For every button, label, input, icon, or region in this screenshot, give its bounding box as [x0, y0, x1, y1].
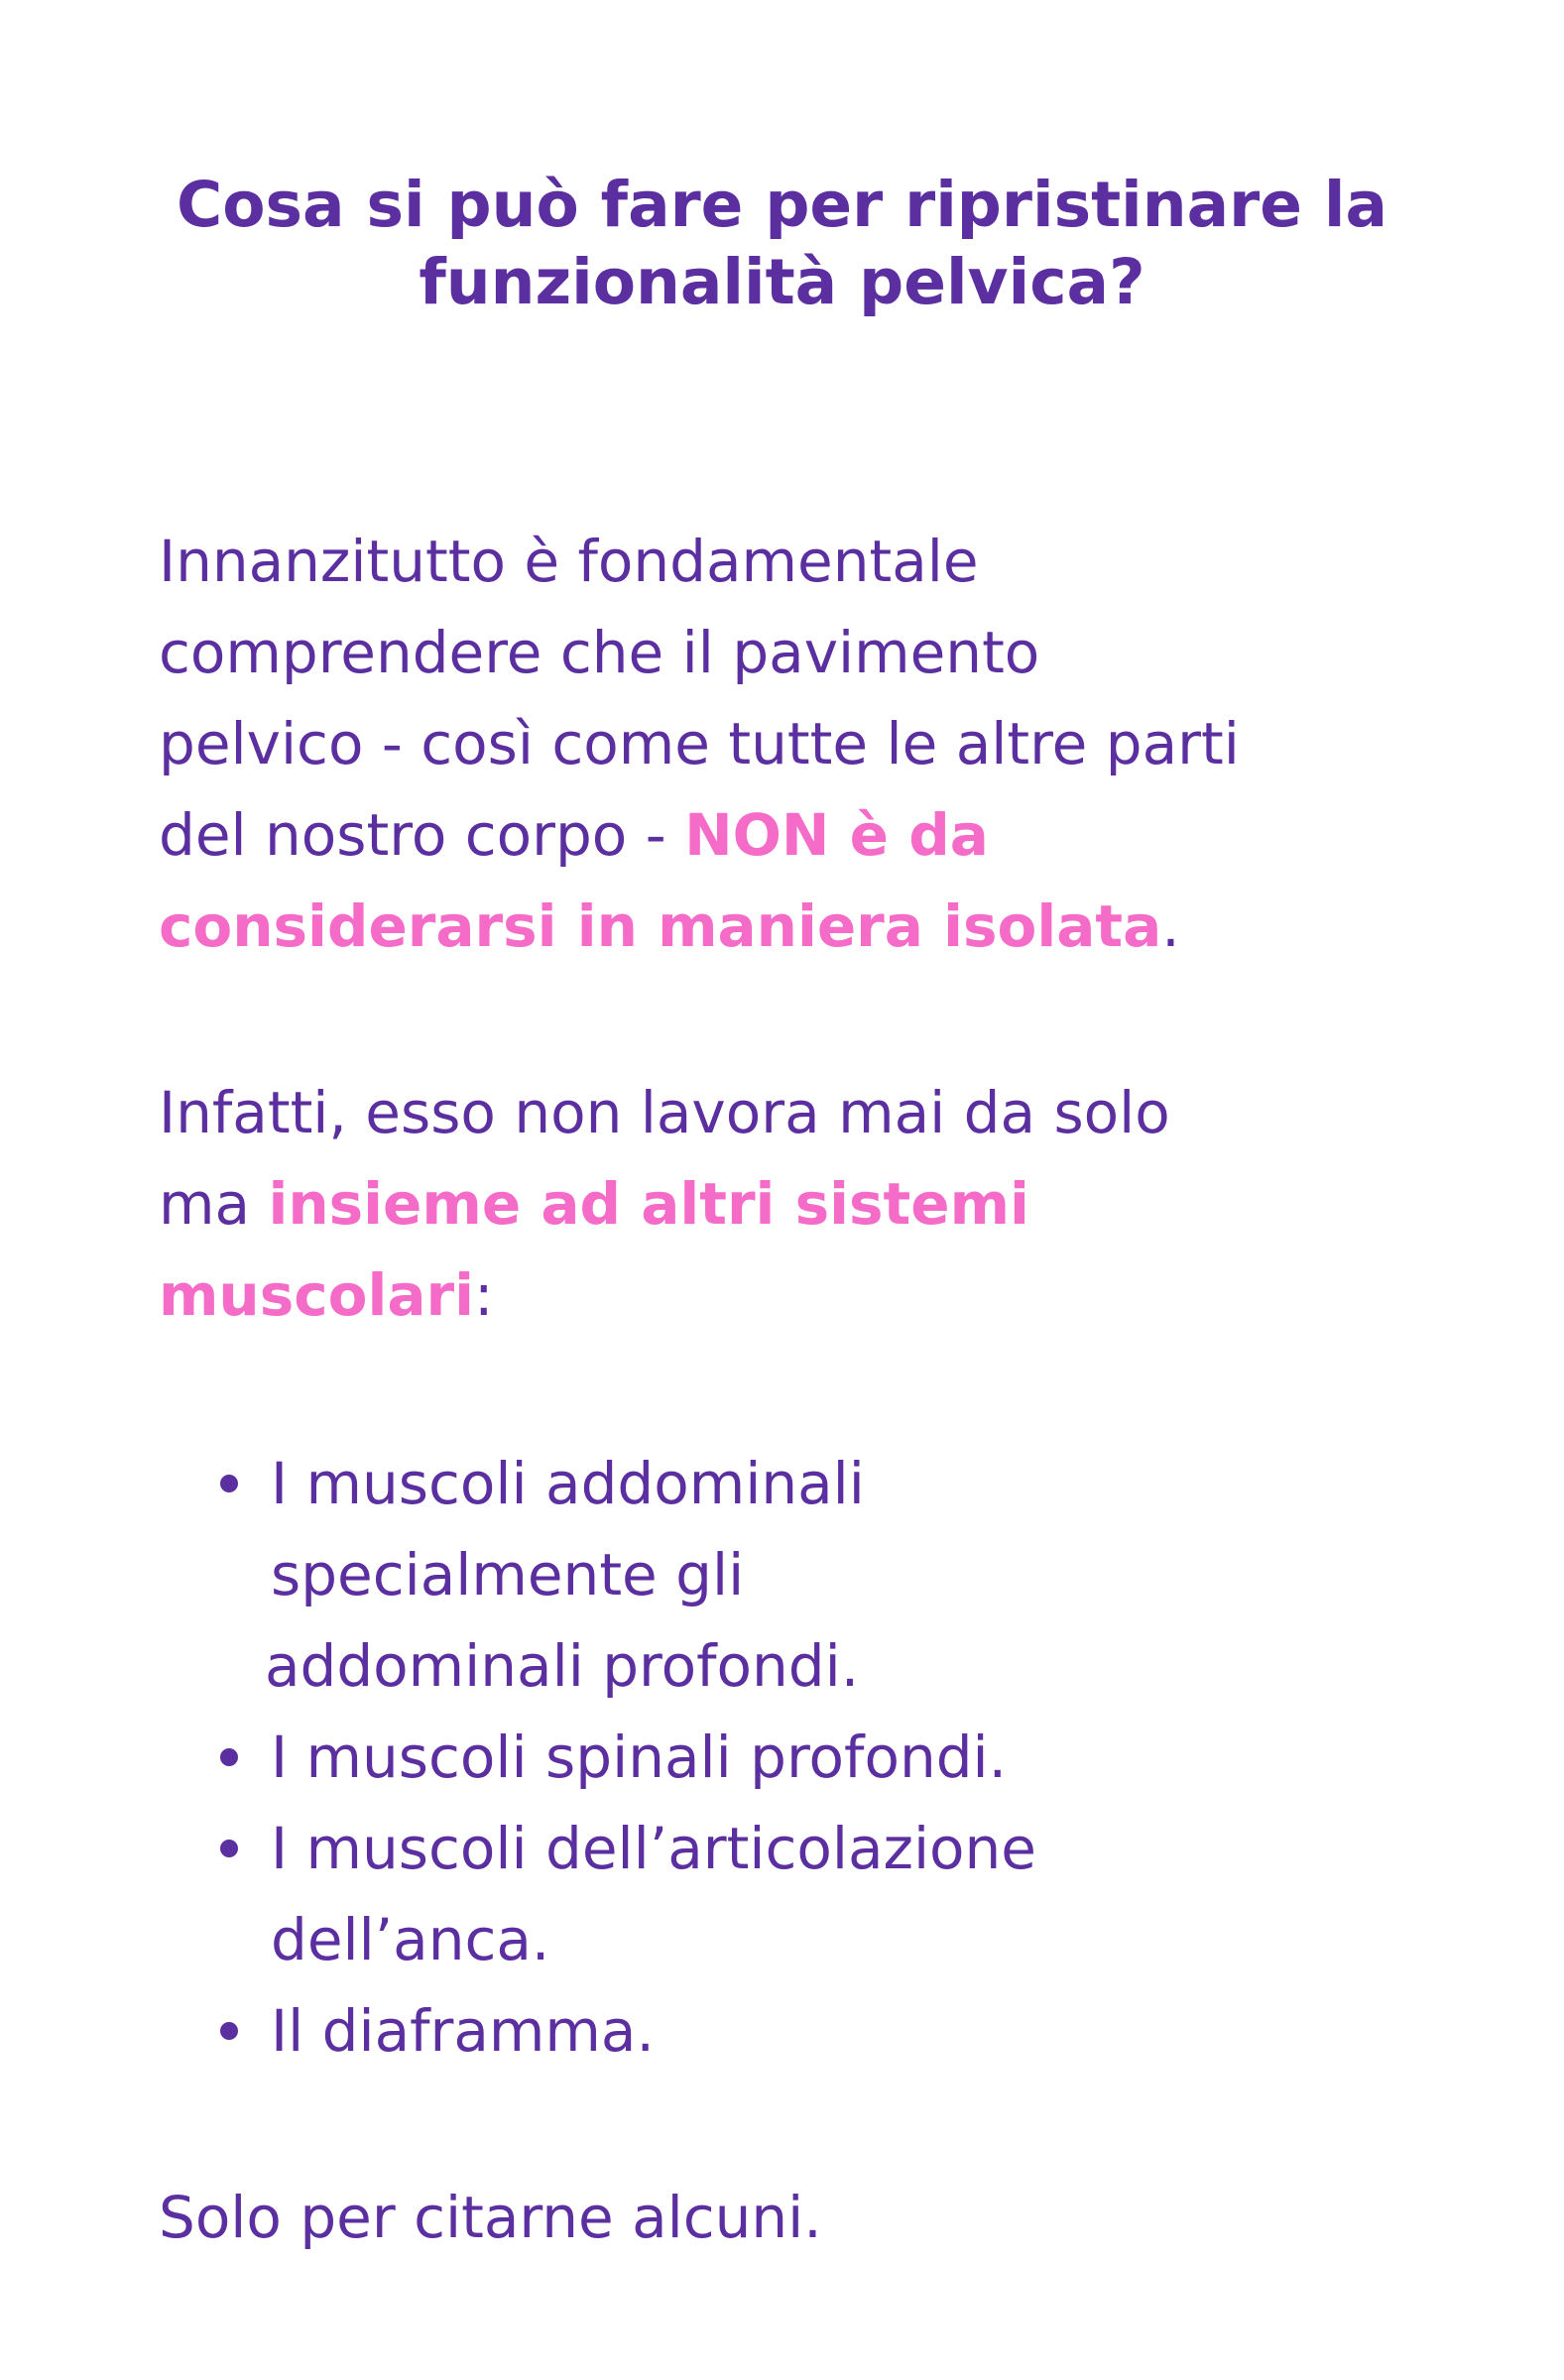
intro-line-3: pelvico - così come tutte le altre parti	[159, 710, 1240, 777]
list-item-line: Il diaframma.	[271, 1997, 655, 2065]
list-item	[159, 1438, 1448, 1712]
closing-text	[159, 2172, 1448, 2263]
list-item	[159, 1712, 1448, 1803]
intro-line-4	[159, 789, 1448, 881]
systems-line-1: Infatti, esso non lavora mai da solo	[159, 1079, 1170, 1146]
bullet-icon	[220, 1748, 238, 1766]
systems-line-3	[159, 1250, 1448, 1341]
bullet-icon	[220, 1475, 238, 1492]
list-item-line: dell’anca.	[271, 1906, 550, 1973]
systems-highlight-2: muscolari	[159, 1261, 474, 1329]
intro-line-1: Innanzitutto è fondamentale	[159, 528, 979, 595]
intro-line-5-end: .	[1161, 892, 1180, 960]
page-title	[79, 167, 1485, 321]
intro-line-2: comprendere che il pavimento	[159, 619, 1040, 686]
list-item-line: I muscoli addominali	[271, 1450, 865, 1517]
systems-paragraph	[159, 1067, 1448, 1341]
systems-line-2	[159, 1158, 1448, 1250]
intro-highlight-1: NON è da	[684, 801, 989, 869]
title-line-2: funzionalità pelvica?	[419, 246, 1145, 318]
list-item-line: I muscoli dell’articolazione	[271, 1815, 1036, 1882]
intro-line-5	[159, 881, 1448, 972]
intro-line-4-text: del nostro corpo -	[159, 801, 685, 869]
list-item-line: specialmente gli	[271, 1541, 745, 1608]
muscle-list	[159, 1438, 1448, 2077]
intro-highlight-2: considerarsi in maniera isolata	[159, 892, 1162, 960]
bullet-icon	[220, 1840, 238, 1857]
closing-line: Solo per citarne alcuni.	[159, 2184, 822, 2251]
list-item	[159, 1803, 1448, 1985]
bullet-icon	[220, 2022, 238, 2040]
list-item-line: addominali profondi.	[265, 1632, 860, 1700]
list-item-line: I muscoli spinali profondi.	[271, 1724, 1008, 1791]
systems-highlight-1: insieme ad altri sistemi	[268, 1170, 1029, 1238]
systems-line-2-text: ma	[159, 1170, 269, 1238]
systems-line-3-end: :	[473, 1261, 494, 1329]
title-line-1: Cosa si può fare per ripristinare la	[177, 169, 1387, 241]
intro-paragraph	[159, 516, 1448, 972]
list-item	[159, 1985, 1448, 2077]
